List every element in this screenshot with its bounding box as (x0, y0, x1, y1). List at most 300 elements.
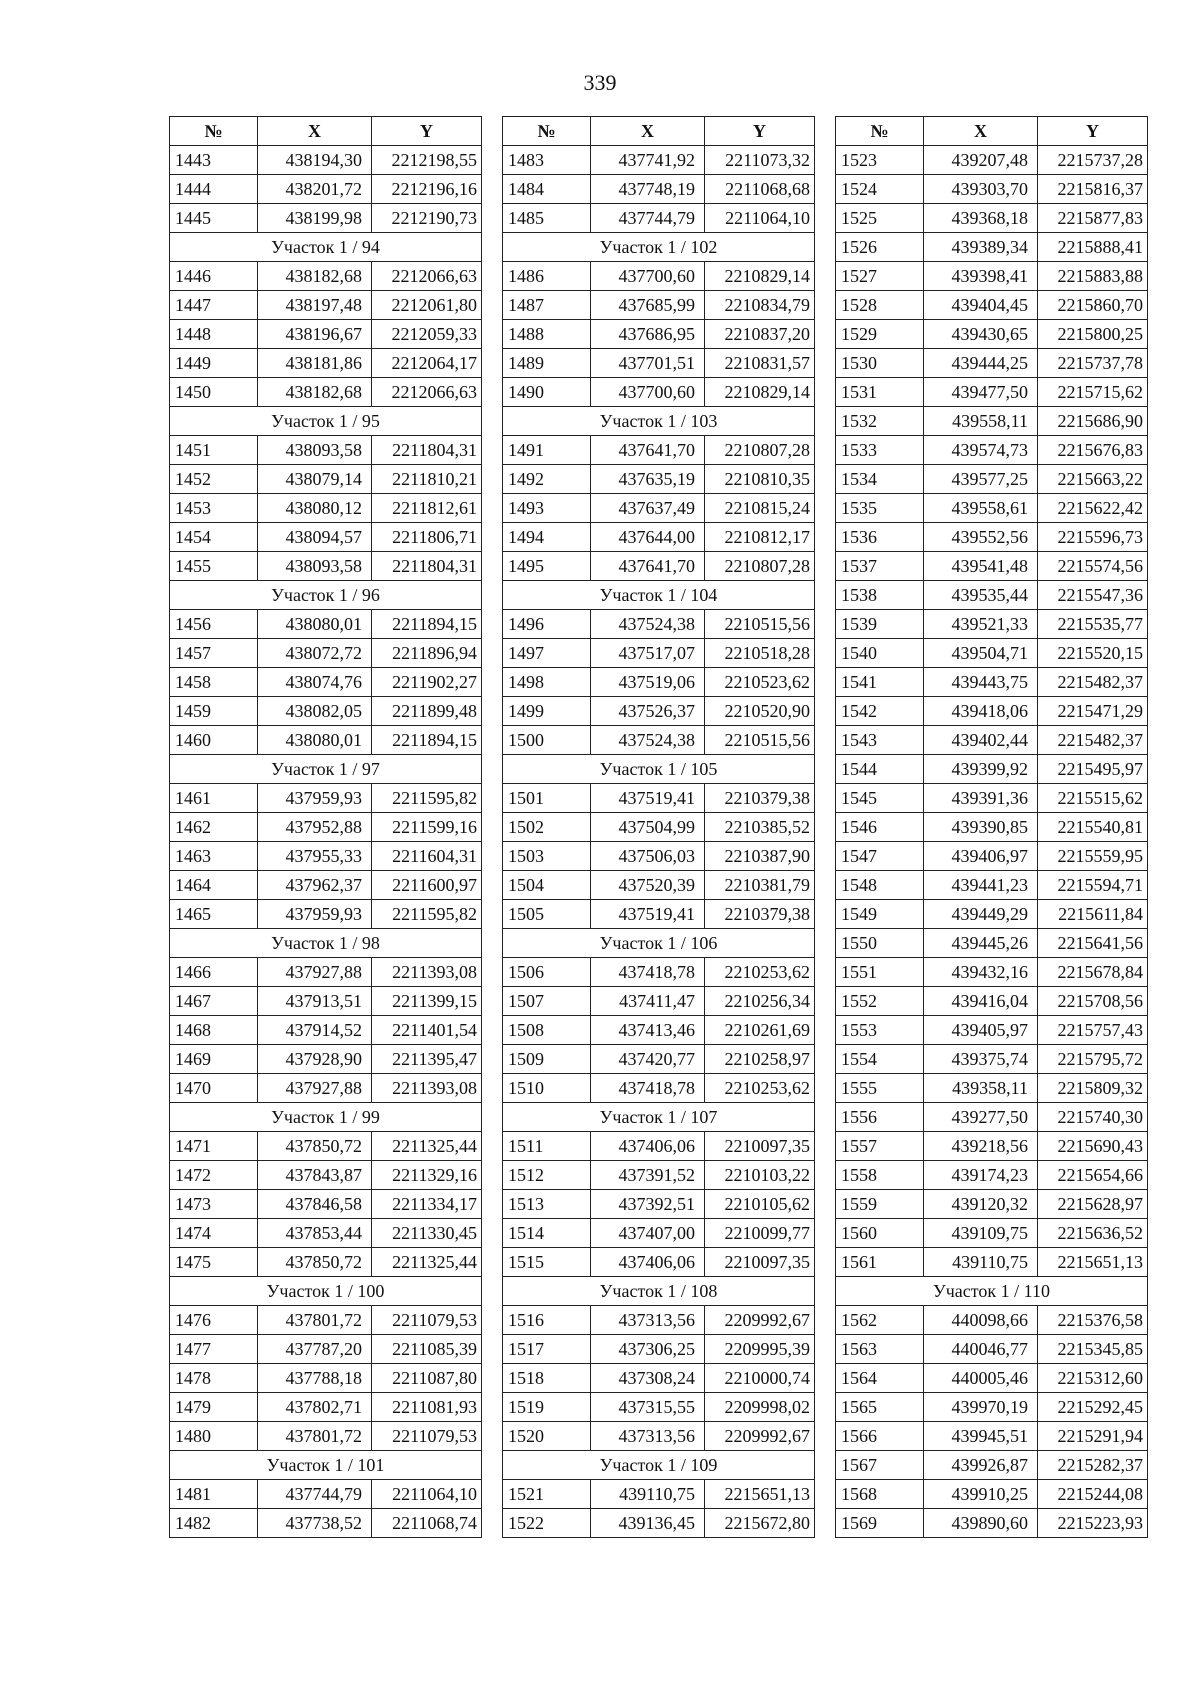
x-coordinate: 439416,04 (924, 987, 1038, 1016)
y-coordinate: 2210379,38 (705, 784, 815, 813)
y-coordinate: 2211806,71 (372, 523, 482, 552)
point-number: 1545 (836, 784, 924, 813)
table-row (836, 494, 1148, 523)
y-coordinate: 2215883,88 (1038, 262, 1148, 291)
table-row (503, 1132, 815, 1161)
section-title: Участок 1 / 102 (503, 233, 815, 262)
x-coordinate: 440046,77 (924, 1335, 1038, 1364)
table-row (836, 436, 1148, 465)
point-number: 1504 (503, 871, 591, 900)
point-number: 1512 (503, 1161, 591, 1190)
point-number: 1546 (836, 813, 924, 842)
point-number: 1470 (170, 1074, 258, 1103)
table-row (836, 842, 1148, 871)
table-row (503, 1480, 815, 1509)
y-coordinate: 2211087,80 (372, 1364, 482, 1393)
point-number: 1511 (503, 1132, 591, 1161)
table-row (836, 1219, 1148, 1248)
y-coordinate: 2215888,41 (1038, 233, 1148, 262)
y-coordinate: 2210807,28 (705, 436, 815, 465)
point-number: 1519 (503, 1393, 591, 1422)
table-row (503, 349, 815, 378)
table-row (836, 958, 1148, 987)
table-row (836, 1364, 1148, 1393)
y-coordinate: 2215520,15 (1038, 639, 1148, 668)
header-y: Y (372, 117, 482, 146)
y-coordinate: 2210515,56 (705, 726, 815, 755)
point-number: 1457 (170, 639, 258, 668)
point-number: 1487 (503, 291, 591, 320)
y-coordinate: 2210831,57 (705, 349, 815, 378)
table-row (170, 1306, 482, 1335)
x-coordinate: 439207,48 (924, 146, 1038, 175)
section-title: Участок 1 / 105 (503, 755, 815, 784)
point-number: 1474 (170, 1219, 258, 1248)
point-number: 1485 (503, 204, 591, 233)
point-number: 1562 (836, 1306, 924, 1335)
point-number: 1455 (170, 552, 258, 581)
point-number: 1534 (836, 465, 924, 494)
y-coordinate: 2210829,14 (705, 378, 815, 407)
table-row (503, 320, 815, 349)
x-coordinate: 439574,73 (924, 436, 1038, 465)
x-coordinate: 437313,56 (591, 1306, 705, 1335)
table-row (836, 668, 1148, 697)
table-row (503, 1509, 815, 1538)
x-coordinate: 437413,46 (591, 1016, 705, 1045)
y-coordinate: 2215291,94 (1038, 1422, 1148, 1451)
table-row (836, 1306, 1148, 1335)
y-coordinate: 2210815,24 (705, 494, 815, 523)
x-coordinate: 439577,25 (924, 465, 1038, 494)
y-coordinate: 2210810,35 (705, 465, 815, 494)
point-number: 1508 (503, 1016, 591, 1045)
x-coordinate: 439418,06 (924, 697, 1038, 726)
table-row (836, 175, 1148, 204)
x-coordinate: 439441,23 (924, 871, 1038, 900)
table-row (836, 871, 1148, 900)
x-coordinate: 437738,52 (258, 1509, 372, 1538)
y-coordinate: 2215663,22 (1038, 465, 1148, 494)
table-row (836, 929, 1148, 958)
point-number: 1569 (836, 1509, 924, 1538)
x-coordinate: 437644,00 (591, 523, 705, 552)
x-coordinate: 439521,33 (924, 610, 1038, 639)
y-coordinate: 2211064,10 (705, 204, 815, 233)
y-coordinate: 2211325,44 (372, 1132, 482, 1161)
table-row (503, 204, 815, 233)
y-coordinate: 2215282,37 (1038, 1451, 1148, 1480)
point-number: 1462 (170, 813, 258, 842)
x-coordinate: 437744,79 (258, 1480, 372, 1509)
section-title: Участок 1 / 104 (503, 581, 815, 610)
table-row (170, 1248, 482, 1277)
y-coordinate: 2215559,95 (1038, 842, 1148, 871)
section-title: Участок 1 / 109 (503, 1451, 815, 1480)
x-coordinate: 438196,67 (258, 320, 372, 349)
y-coordinate: 2212196,16 (372, 175, 482, 204)
table-body (170, 146, 482, 1538)
table-row (503, 291, 815, 320)
y-coordinate: 2210253,62 (705, 958, 815, 987)
table-body (503, 146, 815, 1538)
table-row (836, 204, 1148, 233)
y-coordinate: 2215816,37 (1038, 175, 1148, 204)
y-coordinate: 2215877,83 (1038, 204, 1148, 233)
x-coordinate: 439390,85 (924, 813, 1038, 842)
table-row (503, 1190, 815, 1219)
point-number: 1492 (503, 465, 591, 494)
section-row (503, 581, 815, 610)
x-coordinate: 439404,45 (924, 291, 1038, 320)
table-row (503, 639, 815, 668)
table-row (836, 1451, 1148, 1480)
point-number: 1563 (836, 1335, 924, 1364)
x-coordinate: 438182,68 (258, 262, 372, 291)
table-row (836, 697, 1148, 726)
y-coordinate: 2211894,15 (372, 726, 482, 755)
coordinates-table-left (169, 116, 482, 1538)
y-coordinate: 2215686,90 (1038, 407, 1148, 436)
point-number: 1524 (836, 175, 924, 204)
y-coordinate: 2215574,56 (1038, 552, 1148, 581)
x-coordinate: 439406,97 (924, 842, 1038, 871)
header-number: № (503, 117, 591, 146)
x-coordinate: 437315,55 (591, 1393, 705, 1422)
x-coordinate: 438181,86 (258, 349, 372, 378)
coordinates-table-right (835, 116, 1148, 1538)
point-number: 1471 (170, 1132, 258, 1161)
y-coordinate: 2210261,69 (705, 1016, 815, 1045)
point-number: 1548 (836, 871, 924, 900)
y-coordinate: 2212059,33 (372, 320, 482, 349)
y-coordinate: 2210829,14 (705, 262, 815, 291)
section-row (503, 929, 815, 958)
y-coordinate: 2215636,52 (1038, 1219, 1148, 1248)
y-coordinate: 2210385,52 (705, 813, 815, 842)
x-coordinate: 439444,25 (924, 349, 1038, 378)
point-number: 1448 (170, 320, 258, 349)
x-coordinate: 438079,14 (258, 465, 372, 494)
x-coordinate: 437519,06 (591, 668, 705, 697)
y-coordinate: 2210834,79 (705, 291, 815, 320)
table-row (503, 1161, 815, 1190)
x-coordinate: 438074,76 (258, 668, 372, 697)
point-number: 1501 (503, 784, 591, 813)
x-coordinate: 438093,58 (258, 436, 372, 465)
y-coordinate: 2211393,08 (372, 1074, 482, 1103)
x-coordinate: 438082,05 (258, 697, 372, 726)
x-coordinate: 439558,11 (924, 407, 1038, 436)
point-number: 1467 (170, 987, 258, 1016)
point-number: 1480 (170, 1422, 258, 1451)
table-row (503, 900, 815, 929)
x-coordinate: 437962,37 (258, 871, 372, 900)
table-row (503, 784, 815, 813)
table-row (170, 349, 482, 378)
point-number: 1566 (836, 1422, 924, 1451)
x-coordinate: 440005,46 (924, 1364, 1038, 1393)
x-coordinate: 439391,36 (924, 784, 1038, 813)
point-number: 1505 (503, 900, 591, 929)
table-row (170, 639, 482, 668)
x-coordinate: 439136,45 (591, 1509, 705, 1538)
point-number: 1495 (503, 552, 591, 581)
table-row (836, 900, 1148, 929)
section-row (503, 1451, 815, 1480)
table-row (836, 726, 1148, 755)
x-coordinate: 438182,68 (258, 378, 372, 407)
section-row (170, 1451, 482, 1480)
y-coordinate: 2215312,60 (1038, 1364, 1148, 1393)
y-coordinate: 2215860,70 (1038, 291, 1148, 320)
section-title: Участок 1 / 94 (170, 233, 482, 262)
y-coordinate: 2211600,97 (372, 871, 482, 900)
section-title: Участок 1 / 108 (503, 1277, 815, 1306)
table-row (503, 262, 815, 291)
section-row (503, 1103, 815, 1132)
x-coordinate: 437801,72 (258, 1422, 372, 1451)
y-coordinate: 2210097,35 (705, 1248, 815, 1277)
header-number: № (170, 117, 258, 146)
x-coordinate: 437914,52 (258, 1016, 372, 1045)
table-row (503, 842, 815, 871)
table-row (836, 407, 1148, 436)
y-coordinate: 2211085,39 (372, 1335, 482, 1364)
point-number: 1513 (503, 1190, 591, 1219)
point-number: 1516 (503, 1306, 591, 1335)
table-row (170, 1393, 482, 1422)
point-number: 1489 (503, 349, 591, 378)
y-coordinate: 2215676,83 (1038, 436, 1148, 465)
point-number: 1472 (170, 1161, 258, 1190)
point-number: 1502 (503, 813, 591, 842)
y-coordinate: 2211902,27 (372, 668, 482, 697)
section-title: Участок 1 / 99 (170, 1103, 482, 1132)
x-coordinate: 437392,51 (591, 1190, 705, 1219)
section-row (503, 1277, 815, 1306)
point-number: 1483 (503, 146, 591, 175)
table-row (170, 262, 482, 291)
section-row (503, 755, 815, 784)
y-coordinate: 2211064,10 (372, 1480, 482, 1509)
x-coordinate: 439443,75 (924, 668, 1038, 697)
point-number: 1453 (170, 494, 258, 523)
x-coordinate: 437519,41 (591, 784, 705, 813)
point-number: 1518 (503, 1364, 591, 1393)
x-coordinate: 437506,03 (591, 842, 705, 871)
y-coordinate: 2211810,21 (372, 465, 482, 494)
x-coordinate: 437700,60 (591, 378, 705, 407)
y-coordinate: 2210837,20 (705, 320, 815, 349)
point-number: 1559 (836, 1190, 924, 1219)
y-coordinate: 2215540,81 (1038, 813, 1148, 842)
point-number: 1532 (836, 407, 924, 436)
table-row (503, 494, 815, 523)
x-coordinate: 439926,87 (924, 1451, 1038, 1480)
table-row (170, 1364, 482, 1393)
y-coordinate: 2211079,53 (372, 1422, 482, 1451)
point-number: 1550 (836, 929, 924, 958)
table-row (170, 494, 482, 523)
point-number: 1568 (836, 1480, 924, 1509)
point-number: 1525 (836, 204, 924, 233)
point-number: 1452 (170, 465, 258, 494)
table-row (170, 900, 482, 929)
point-number: 1459 (170, 697, 258, 726)
y-coordinate: 2211599,16 (372, 813, 482, 842)
table-row (836, 1422, 1148, 1451)
point-number: 1461 (170, 784, 258, 813)
table-row (170, 552, 482, 581)
table-row (836, 146, 1148, 175)
table-row (503, 1045, 815, 1074)
table-row (836, 262, 1148, 291)
y-coordinate: 2211068,68 (705, 175, 815, 204)
x-coordinate: 439449,29 (924, 900, 1038, 929)
header-x: X (258, 117, 372, 146)
table-row (170, 1132, 482, 1161)
table-row (170, 697, 482, 726)
point-number: 1443 (170, 146, 258, 175)
table-row (836, 1480, 1148, 1509)
table-row (503, 523, 815, 552)
x-coordinate: 439945,51 (924, 1422, 1038, 1451)
x-coordinate: 437313,56 (591, 1422, 705, 1451)
table-row (503, 378, 815, 407)
point-number: 1533 (836, 436, 924, 465)
section-title: Участок 1 / 110 (836, 1277, 1148, 1306)
point-number: 1517 (503, 1335, 591, 1364)
y-coordinate: 2209992,67 (705, 1422, 815, 1451)
table-row (836, 1103, 1148, 1132)
y-coordinate: 2210807,28 (705, 552, 815, 581)
x-coordinate: 437928,90 (258, 1045, 372, 1074)
y-coordinate: 2210253,62 (705, 1074, 815, 1103)
y-coordinate: 2215795,72 (1038, 1045, 1148, 1074)
x-coordinate: 437406,06 (591, 1248, 705, 1277)
table-row (170, 465, 482, 494)
y-coordinate: 2215482,37 (1038, 726, 1148, 755)
x-coordinate: 437504,99 (591, 813, 705, 842)
section-title: Участок 1 / 96 (170, 581, 482, 610)
table-row (836, 320, 1148, 349)
coordinates-table-middle (502, 116, 815, 1538)
x-coordinate: 438072,72 (258, 639, 372, 668)
point-number: 1447 (170, 291, 258, 320)
table-row (503, 146, 815, 175)
x-coordinate: 437927,88 (258, 1074, 372, 1103)
y-coordinate: 2215376,58 (1038, 1306, 1148, 1335)
x-coordinate: 439910,25 (924, 1480, 1038, 1509)
table-row (836, 233, 1148, 262)
y-coordinate: 2210256,34 (705, 987, 815, 1016)
point-number: 1507 (503, 987, 591, 1016)
point-number: 1536 (836, 523, 924, 552)
table-row (836, 523, 1148, 552)
section-title: Участок 1 / 101 (170, 1451, 482, 1480)
x-coordinate: 437959,93 (258, 784, 372, 813)
x-coordinate: 437788,18 (258, 1364, 372, 1393)
section-row (836, 1277, 1148, 1306)
x-coordinate: 437748,19 (591, 175, 705, 204)
y-coordinate: 2211399,15 (372, 987, 482, 1016)
x-coordinate: 437685,99 (591, 291, 705, 320)
x-coordinate: 437526,37 (591, 697, 705, 726)
point-number: 1460 (170, 726, 258, 755)
point-number: 1449 (170, 349, 258, 378)
x-coordinate: 439109,75 (924, 1219, 1038, 1248)
x-coordinate: 439405,97 (924, 1016, 1038, 1045)
section-row (170, 1103, 482, 1132)
point-number: 1482 (170, 1509, 258, 1538)
x-coordinate: 437787,20 (258, 1335, 372, 1364)
y-coordinate: 2215654,66 (1038, 1161, 1148, 1190)
table-header-row (503, 117, 815, 146)
y-coordinate: 2211334,17 (372, 1190, 482, 1219)
y-coordinate: 2215678,84 (1038, 958, 1148, 987)
point-number: 1557 (836, 1132, 924, 1161)
x-coordinate: 437524,38 (591, 726, 705, 755)
y-coordinate: 2210520,90 (705, 697, 815, 726)
table-row (503, 1248, 815, 1277)
table-row (170, 871, 482, 900)
point-number: 1561 (836, 1248, 924, 1277)
x-coordinate: 438080,01 (258, 610, 372, 639)
point-number: 1506 (503, 958, 591, 987)
table-row (170, 668, 482, 697)
table-row (503, 1422, 815, 1451)
x-coordinate: 438093,58 (258, 552, 372, 581)
table-row (836, 610, 1148, 639)
x-coordinate: 439110,75 (591, 1480, 705, 1509)
y-coordinate: 2211804,31 (372, 436, 482, 465)
x-coordinate: 438201,72 (258, 175, 372, 204)
y-coordinate: 2210518,28 (705, 639, 815, 668)
point-number: 1528 (836, 291, 924, 320)
table-row (836, 552, 1148, 581)
y-coordinate: 2212066,63 (372, 262, 482, 291)
y-coordinate: 2215715,62 (1038, 378, 1148, 407)
x-coordinate: 437420,77 (591, 1045, 705, 1074)
table-row (503, 1364, 815, 1393)
x-coordinate: 437850,72 (258, 1132, 372, 1161)
x-coordinate: 439174,23 (924, 1161, 1038, 1190)
table-row (503, 958, 815, 987)
y-coordinate: 2215594,71 (1038, 871, 1148, 900)
point-number: 1481 (170, 1480, 258, 1509)
y-coordinate: 2210103,22 (705, 1161, 815, 1190)
x-coordinate: 439303,70 (924, 175, 1038, 204)
point-number: 1490 (503, 378, 591, 407)
y-coordinate: 2210381,79 (705, 871, 815, 900)
point-number: 1466 (170, 958, 258, 987)
point-number: 1520 (503, 1422, 591, 1451)
y-coordinate: 2215596,73 (1038, 523, 1148, 552)
y-coordinate: 2215292,45 (1038, 1393, 1148, 1422)
table-row (836, 1190, 1148, 1219)
y-coordinate: 2215690,43 (1038, 1132, 1148, 1161)
point-number: 1491 (503, 436, 591, 465)
table-row (836, 1074, 1148, 1103)
x-coordinate: 437635,19 (591, 465, 705, 494)
y-coordinate: 2211899,48 (372, 697, 482, 726)
x-coordinate: 439552,56 (924, 523, 1038, 552)
x-coordinate: 437801,72 (258, 1306, 372, 1335)
x-coordinate: 437308,24 (591, 1364, 705, 1393)
y-coordinate: 2211068,74 (372, 1509, 482, 1538)
table-row (503, 552, 815, 581)
